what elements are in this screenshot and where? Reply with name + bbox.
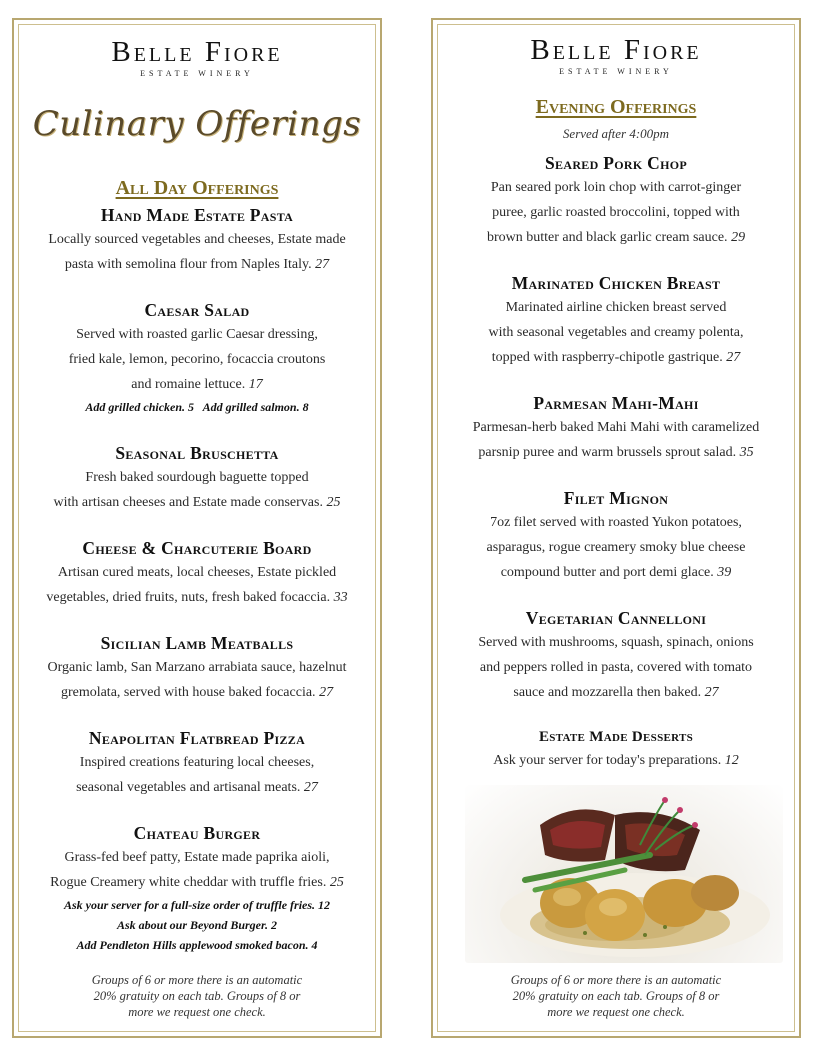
item-name: Filet Mignon bbox=[563, 488, 669, 508]
brand-name: Belle Fiore bbox=[111, 36, 283, 68]
menu-item-mahi-mahi bbox=[433, 392, 799, 465]
section-heading-evening: Evening Offerings bbox=[535, 96, 697, 118]
item-description: Served with mushrooms, squash, spinach, onions and peppers rolled in pasta, covered with tomato sauce and mozzarella then baked. 27 bbox=[478, 634, 754, 700]
menu-item-chateau-burger bbox=[14, 822, 380, 955]
item-description: Inspired creations featuring local cheeses, seasonal vegetables and artisanal meats. 27 bbox=[76, 754, 318, 795]
brand-name: Belle Fiore bbox=[530, 34, 702, 66]
item-description: Organic lamb, San Marzano arrabiata sauce, hazelnut gremolata, served with house baked focaccia. 27 bbox=[47, 659, 347, 700]
item-price: 27 bbox=[319, 684, 334, 700]
menu-item-cannelloni bbox=[433, 607, 799, 705]
item-description: Served with roasted garlic Caesar dressing, fried kale, lemon, pecorino, focaccia croutons and romaine lettuce. 17 bbox=[68, 326, 326, 392]
item-name: Parmesan Mahi-Mahi bbox=[533, 393, 699, 413]
menu-item-charcuterie bbox=[14, 537, 380, 610]
item-name: Hand Made Estate Pasta bbox=[100, 205, 294, 225]
item-description: Fresh baked sourdough baguette topped with artisan cheeses and Estate made conservas. 25 bbox=[53, 469, 341, 510]
item-description: Parmesan-herb baked Mahi Mahi with caramelized parsnip puree and warm brussels sprout salad. 35 bbox=[472, 419, 760, 460]
filet-mignon-photo bbox=[465, 785, 783, 963]
item-price: 35 bbox=[739, 444, 754, 460]
item-price: 27 bbox=[303, 779, 318, 795]
item-price: 25 bbox=[326, 494, 341, 510]
served-after-note: Served after 4:00pm bbox=[562, 126, 670, 141]
item-name: Marinated Chicken Breast bbox=[511, 273, 721, 293]
right-menu-panel bbox=[431, 18, 801, 1038]
item-price: 27 bbox=[726, 349, 741, 365]
item-name: Seared Pork Chop bbox=[545, 153, 687, 173]
item-price: 27 bbox=[315, 256, 330, 272]
menu-item-bruschetta bbox=[14, 442, 380, 515]
menu-item-flatbread bbox=[14, 727, 380, 800]
menu-item-pork-chop bbox=[433, 152, 799, 250]
item-description: Marinated airline chicken breast served with seasonal vegetables and creamy polenta, topped with raspberry-chipotle gastrique. 27 bbox=[488, 299, 744, 365]
left-menu-panel bbox=[12, 18, 382, 1038]
brand-logo bbox=[433, 36, 799, 76]
item-price: 29 bbox=[731, 229, 746, 245]
item-description: Grass-fed beef patty, Estate made paprika aioli, Rogue Creamery white cheddar with truffle fries. 25 bbox=[50, 849, 344, 890]
item-price: 33 bbox=[333, 589, 348, 605]
gratuity-note: Groups of 6 or more there is an automatic 20% gratuity on each tab. Groups of 8 or more we request one check. bbox=[91, 973, 303, 1019]
menu-title: Culinary Offerings bbox=[32, 104, 362, 144]
brand-tagline: ESTATE WINERY bbox=[140, 69, 254, 78]
item-addon: Add Pendleton Hills applewood smoked bacon. 4 bbox=[76, 937, 318, 952]
menu-item-pasta bbox=[14, 204, 380, 277]
item-description: Locally sourced vegetables and cheeses, Estate made pasta with semolina flour from Naples Italy. 27 bbox=[48, 231, 346, 272]
item-addon: Ask about our Beyond Burger. 2 bbox=[116, 917, 278, 932]
section-heading-all-day: All Day Offerings bbox=[115, 177, 279, 199]
item-description: Ask your server for today's preparations. 12 bbox=[493, 752, 739, 768]
item-name: Cheese & Charcuterie Board bbox=[82, 538, 312, 558]
item-name: Chateau Burger bbox=[133, 823, 261, 843]
menu-item-desserts bbox=[433, 728, 799, 773]
item-price: 25 bbox=[329, 874, 344, 890]
brand-tagline: ESTATE WINERY bbox=[559, 67, 673, 76]
menu-item-chicken-breast bbox=[433, 272, 799, 370]
dish-illustration bbox=[465, 785, 783, 963]
item-name: Sicilian Lamb Meatballs bbox=[100, 633, 294, 653]
item-price: 17 bbox=[248, 376, 263, 392]
item-name: Vegetarian Cannelloni bbox=[525, 608, 707, 628]
item-name: Seasonal Bruschetta bbox=[115, 443, 279, 463]
item-price: 27 bbox=[704, 684, 719, 700]
item-description: Pan seared pork loin chop with carrot-ginger puree, garlic roasted broccolini, topped with brown butter and black garlic cream sauce. 29 bbox=[486, 179, 746, 245]
item-name: Caesar Salad bbox=[144, 300, 250, 320]
item-price: 39 bbox=[717, 564, 732, 580]
item-description: Artisan cured meats, local cheeses, Estate pickled vegetables, dried fruits, nuts, fresh baked focaccia. 33 bbox=[46, 564, 348, 605]
gratuity-note: Groups of 6 or more there is an automatic 20% gratuity on each tab. Groups of 8 or more we request one check. bbox=[510, 973, 722, 1019]
item-addon: Add grilled chicken. 5 Add grilled salmon. 8 bbox=[85, 399, 309, 414]
menu-item-caesar-salad bbox=[14, 299, 380, 417]
item-addon: Ask your server for a full-size order of truffle fries. 12 bbox=[63, 897, 331, 912]
item-name: Neapolitan Flatbread Pizza bbox=[88, 728, 306, 748]
brand-logo bbox=[14, 38, 380, 78]
menu-item-filet-mignon bbox=[433, 487, 799, 585]
item-description: 7oz filet served with roasted Yukon potatoes, asparagus, rogue creamery smoky blue cheese compound butter and port demi glace. 39 bbox=[486, 514, 746, 580]
item-price: 12 bbox=[724, 752, 739, 768]
menu-item-lamb-meatballs bbox=[14, 632, 380, 705]
item-name: Estate Made Desserts bbox=[538, 729, 694, 745]
